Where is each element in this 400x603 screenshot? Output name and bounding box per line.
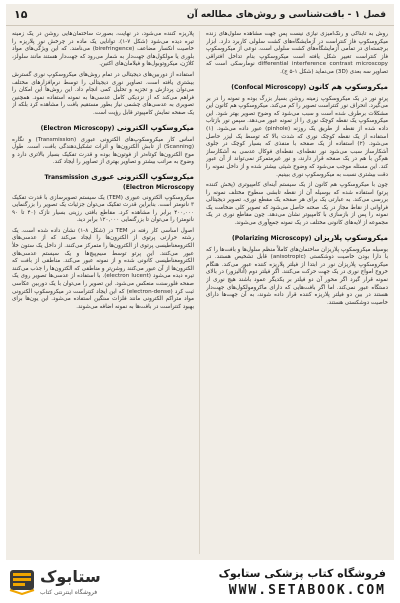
store-name: فروشگاه کتاب پزشکی ستابوک: [218, 567, 386, 580]
heading-electron-fa: میکروسکوپ الکترونی: [116, 122, 194, 132]
heading-electron: [12, 123, 194, 134]
paragraph-tem-2: اصول اساسی کار رفته در TEM در (شکل ۸-۱) نشان داده شده است. یک رشته حرارتی پرتوی از الکترون‌ها را ایجاد می‌کند که از عدسی‌های الکترومغناطیسی پرتوی از الکترون‌ها را متمرکز می‌کنند. از داخل یک ستون خلأ عبور می‌کنند. این پرتو توسط سیم‌پیچ‌ها و یک سیستم عدسی‌های الکترومغناطیسی کانونی شده و از نمونه عبور می‌کند. مناطقی از بافت که الکترون‌ها از آن عبور می‌کنند روشن‌تر و مناطقی که الکترون‌ها را جذب می‌کنند تیره دیده می‌شود (electron lucent). با استفاده از عدسی‌ها تصویر روی یک صفحه فلورسنت منعکس می‌شود. این تصویر را می‌توان با یک دوربین عکاسی ثبت کرد (electron-dense) که این ایجاد کنتراست در میکروسکوپ الکترونی مواد متراکم الکترونی مانند فلزات سنگین استفاده می‌شود. این یون‌ها برای بهبود کنتراست در بافت‌ها به نمونه اضافه می‌شوند.: [12, 227, 194, 310]
logo-wordmark: ستابوک: [40, 567, 101, 586]
page-header: [6, 4, 394, 26]
heading-tem: [12, 172, 194, 183]
logo-tagline: فروشگاه اینترنتی کتاب: [40, 589, 98, 596]
right-column: [206, 31, 388, 556]
book-logo-icon: [8, 567, 36, 595]
paragraph-confocal-2: چون با میکروسکوپ هم کانون از یک سیستم آینه‌ای کامپیوتری (پخش کننده پرتو) استفاده شده که بوسیله آن از نقطه تابشی سطوح مختلف نمونه را بررسی می‌کند. به عبارتی یک برای هر صفحه یک مقطع نوری، تصویر دیجیتالی فراوانی از نقاط مجاز در یک صحنه حاصل می‌شود که تصویر کلی ضخامت یک نمونه را پس از بازسازی با کامپیوتر نشان می‌دهد. چون مقاطع نوری در یک مجموعه از لایه‌های کانونی مختلف در یک نمونه جمع‌آوری می‌شوند.: [206, 182, 388, 227]
store-footer: [0, 563, 400, 603]
paragraph-birefringence: پلاریزه کننده می‌شود، در نهایت، بصورت ساختمان‌هایی روشن در یک زمینه تیره دیده می‌شود (شکل ۷-۱). توانایی یک ماده در چرخش نور پلاریزه را خاصیت انکسار مضاعف (birefringence) می‌نامند. که این ویژگی‌های مواد بلوری یا مولکول‌های جهت‌دار به شمار می‌رود که جهت‌دار هستند مانند سلولز، کلاژن، میکروتوبول‌ها و فیلامان‌های اکتین.: [12, 31, 194, 68]
heading-confocal-en: (Confocal Microscopy): [231, 83, 307, 91]
left-column: [12, 31, 194, 556]
heading-electron-en: (Electron Microscopy): [40, 124, 115, 132]
heading-polarizing: [206, 233, 388, 244]
paragraph-digital-cameras: استفاده از دوربین‌های دیجیتالی در تمام روش‌های میکروسکوپ نوری گسترش بیشتری یافته است. تصاویر نوری دیجیتالی را توسط نرم‌افزارهای مختلف می‌توان پردازش و تجزیه و تحلیل کمی انجام داد. این روش‌ها این امکان را فراهم می‌کند که از نزدیکی کامل عدسی‌ها به نمونه استفاده نمود. همچنین تصویری به عدسی‌های چشمی نیاز بطور مستقیم بافت را مشاهده کرد بلکه از یک صفحه نمایش کامپیوتر قابل رؤیت است.: [12, 71, 194, 116]
page-number: ۱۵: [14, 8, 28, 21]
heading-tem-fa: میکروسکوپ الکترونی عبوری: [91, 171, 194, 181]
paragraph-tem-1: میکروسکوپ الکترونی عبوری (TEM) یک سیستم تصویرسازی با قدرت تفکیک ۳ نانومتر است. بنابراین قدرت تفکیک می‌توان جزئیات یک تصویر را بزرگنمایی ۴۰۰,۰۰۰ برابر را مشاهده کرد. مقاطع بافتی رزینی بسیار نازک (۴۰ تا ۹۰ نانومتر) را می‌توان تا بزرگنمایی ۱۲۰,۰۰۰ برابر دید.: [12, 194, 194, 224]
paragraph-electron: اساس کار میکروسکوپ‌های الکترونی عبوری (Transmission) و نگاره (Scanning) از تابش الکترون‌ها و اثرات تشکیل‌دهندگی بافت، است. طول موج الکترون‌ها کوتاه‌تر از فوتون‌ها بوده و قدرت تفکیک بسیار بالاتری دارد و وضوح به مراتب بیشتر و تصاویر بهتری از تصاویر را ایجاد کند.: [12, 136, 194, 166]
paragraph-phase-contrast: روش به تابناکی و رنگ‌آمیزی نیازی نیست پس جهت مشاهده سلول‌های زنده میکروسکوپ فاز کنتراست در آزمایشگاه‌های کشت سلولی کاربرد دارد. ابزار برجسته‌ای در تمامی آزمایشگاه‌های کشت سلولی است. نوعی از میکروسکوپ فاز کنتراست تغییر شکل یافته است میکروسکوپ بنام تداخل افتراقی differential interference contrast microscopy نومارسکی است که تصاویر سه بعدی (3D) می‌نماید (شکل ۱-۵ ج).: [206, 31, 388, 75]
heading-confocal: [206, 82, 388, 93]
heading-tem-en-line2: (Electron Microscopy: [123, 183, 194, 191]
heading-tem-en: Transmission: [44, 173, 89, 181]
heading-confocal-fa: میکروسکوپ هم کانون: [308, 81, 388, 91]
paragraph-confocal-1: پرتو نور در یک میکروسکوپ زمینه روشن بسیار بزرگ بوده و نمونه را در بر می‌گیرد. انحراف نور کنتراست تصویر را کم می‌کند. میکروسکوپ هم کانون این مشکلات برطرف شده است و سبب می‌شود که وضوح تصویر بهتر شود. این میکروسکوپ یک نقطه کوچک نوری را از نمونه عبور می‌دهد. سپس نور بازتاب داده شده از نقطه از طریق یک روزنه (pinhole) عبور داده می‌شود. (۱) استفاده از یک نقطه کوچک نوری که شدت بالا که توسط یک لیزر حاصل می‌شود. (۲) استفاده از یک صفحه با منفذی که بسیار کوچک در جلوی آشکارساز سبب می‌شود نور نقطه‌ای، نقطه‌ای فوکال عدسی به آشکارساز هم‌گن با هم در یک صفحه قرار دارند، و نور غیرمتمرکز نمی‌تواند از آن عبور کند. این مسئله موجب می‌شود که وضوح شیئی بیشتر شده و از داخل نمونه را دقت بیشتری نسبت به میکروسکوپ نوری ببینیم.: [206, 95, 388, 178]
paragraph-polarizing: بوسیله میکروسکوپ پلاریزان ساختمان‌های کاملاً منظم سلول‌ها و بافت‌ها را که با دارا بودن خاصیت دوشکستی (anisotropic) قابل تشخیص هستند. در میکروسکوپ پلاریزان نور در ابتدا از فیلتر پلاریزه کننده عبور می‌کند. هنگام خروج امواج نوری در یک جهت حرکت می‌کنند. اگر فیلتر دوم (آنالیزور) در بالای نمونه قرار گیرد اگر محور آن دو فیلتر بر یکدیگر عمود باشند هیچ نوری از دستگاه عبور نمی‌کند. اما اگر بافت‌هایی که دارای ماکرومولکول‌های جهت‌دار هستند در بین دو فیلتر پلاریزه کننده قرار داده شوند، به آن جهت‌ها دارای خاصیت دوشکستی هستند.: [206, 246, 388, 306]
heading-polarizing-fa: میکروسکوپ پلاریزان: [313, 232, 388, 242]
chapter-title: فصل ۱ - بافت‌شناسی و روش‌های مطالعه آن: [186, 9, 386, 20]
column-divider: [199, 31, 200, 554]
store-logo[interactable]: [8, 565, 120, 601]
heading-polarizing-en: (Polarizing Microscopy): [231, 234, 312, 242]
store-url-link[interactable]: WWW.SETABOOK.COM: [228, 583, 386, 598]
book-page: [6, 4, 394, 560]
